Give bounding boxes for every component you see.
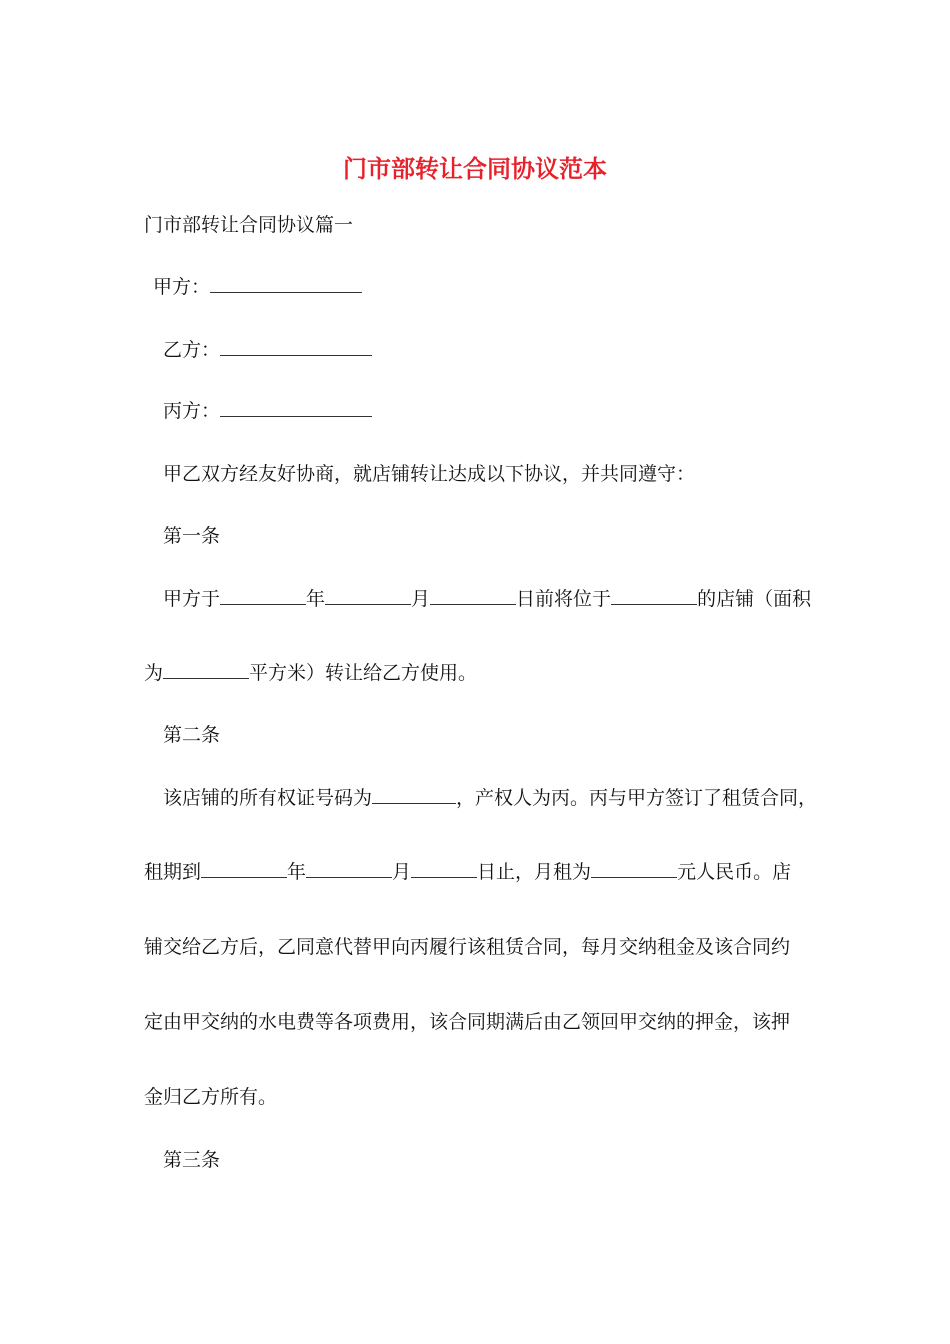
text: ，产权人为丙。丙与甲方签订了租赁合同， (456, 787, 818, 809)
intro-paragraph: 甲乙双方经友好协商，就店铺转让达成以下协议，并共同遵守： (163, 463, 696, 485)
party-a-line (153, 275, 362, 299)
article-1-heading: 第一条 (163, 525, 221, 547)
lease-year-blank (201, 860, 287, 878)
text: 平方米）转让给乙方使用。 (249, 662, 478, 684)
article-2-heading: 第二条 (163, 724, 221, 746)
article-1-line-2 (144, 661, 477, 685)
text: 元人民币。店 (677, 861, 792, 883)
text: 租期到 (144, 861, 202, 883)
text: 该店铺的所有权证号码为 (163, 787, 373, 809)
text: 甲方于 (163, 588, 221, 610)
document-title: 门市部转让合同协议范本 (343, 154, 607, 183)
year-blank (220, 587, 306, 605)
article-2-line-2 (144, 860, 791, 884)
text: 月 (392, 861, 412, 883)
article-2-line-1 (163, 786, 817, 810)
party-c-blank (220, 399, 372, 417)
party-b-line (163, 338, 372, 362)
month-blank (325, 587, 411, 605)
lease-month-blank (306, 860, 392, 878)
party-a-blank (210, 275, 362, 293)
party-c-line (163, 399, 372, 423)
text: 月 (411, 588, 431, 610)
party-a-label: 甲方： (153, 276, 211, 298)
party-b-label: 乙方： (163, 339, 221, 361)
rent-blank (591, 860, 677, 878)
lease-day-blank (411, 860, 477, 878)
article-3-heading: 第三条 (163, 1149, 221, 1171)
article-2-line-5: 金归乙方所有。 (144, 1086, 278, 1108)
text: 日止，月租为 (477, 861, 592, 883)
text: 为 (144, 662, 164, 684)
article-2-line-3: 铺交给乙方后，乙同意代替甲向丙履行该租赁合同，每月交纳租金及该合同约 (144, 936, 791, 958)
certificate-number-blank (372, 786, 456, 804)
text: 日前将位于 (516, 588, 612, 610)
article-2-line-4: 定由甲交纳的水电费等各项费用，该合同期满后由乙领回甲交纳的押金，该押 (144, 1011, 791, 1033)
text: 的店铺（面积 (697, 588, 812, 610)
section-subtitle: 门市部转让合同协议篇一 (144, 214, 354, 236)
location-blank (611, 587, 697, 605)
party-b-blank (220, 338, 372, 356)
day-blank (430, 587, 516, 605)
area-blank (163, 661, 249, 679)
party-c-label: 丙方： (163, 400, 221, 422)
text: 年 (306, 588, 326, 610)
text: 年 (287, 861, 307, 883)
article-1-line-1 (163, 587, 811, 611)
